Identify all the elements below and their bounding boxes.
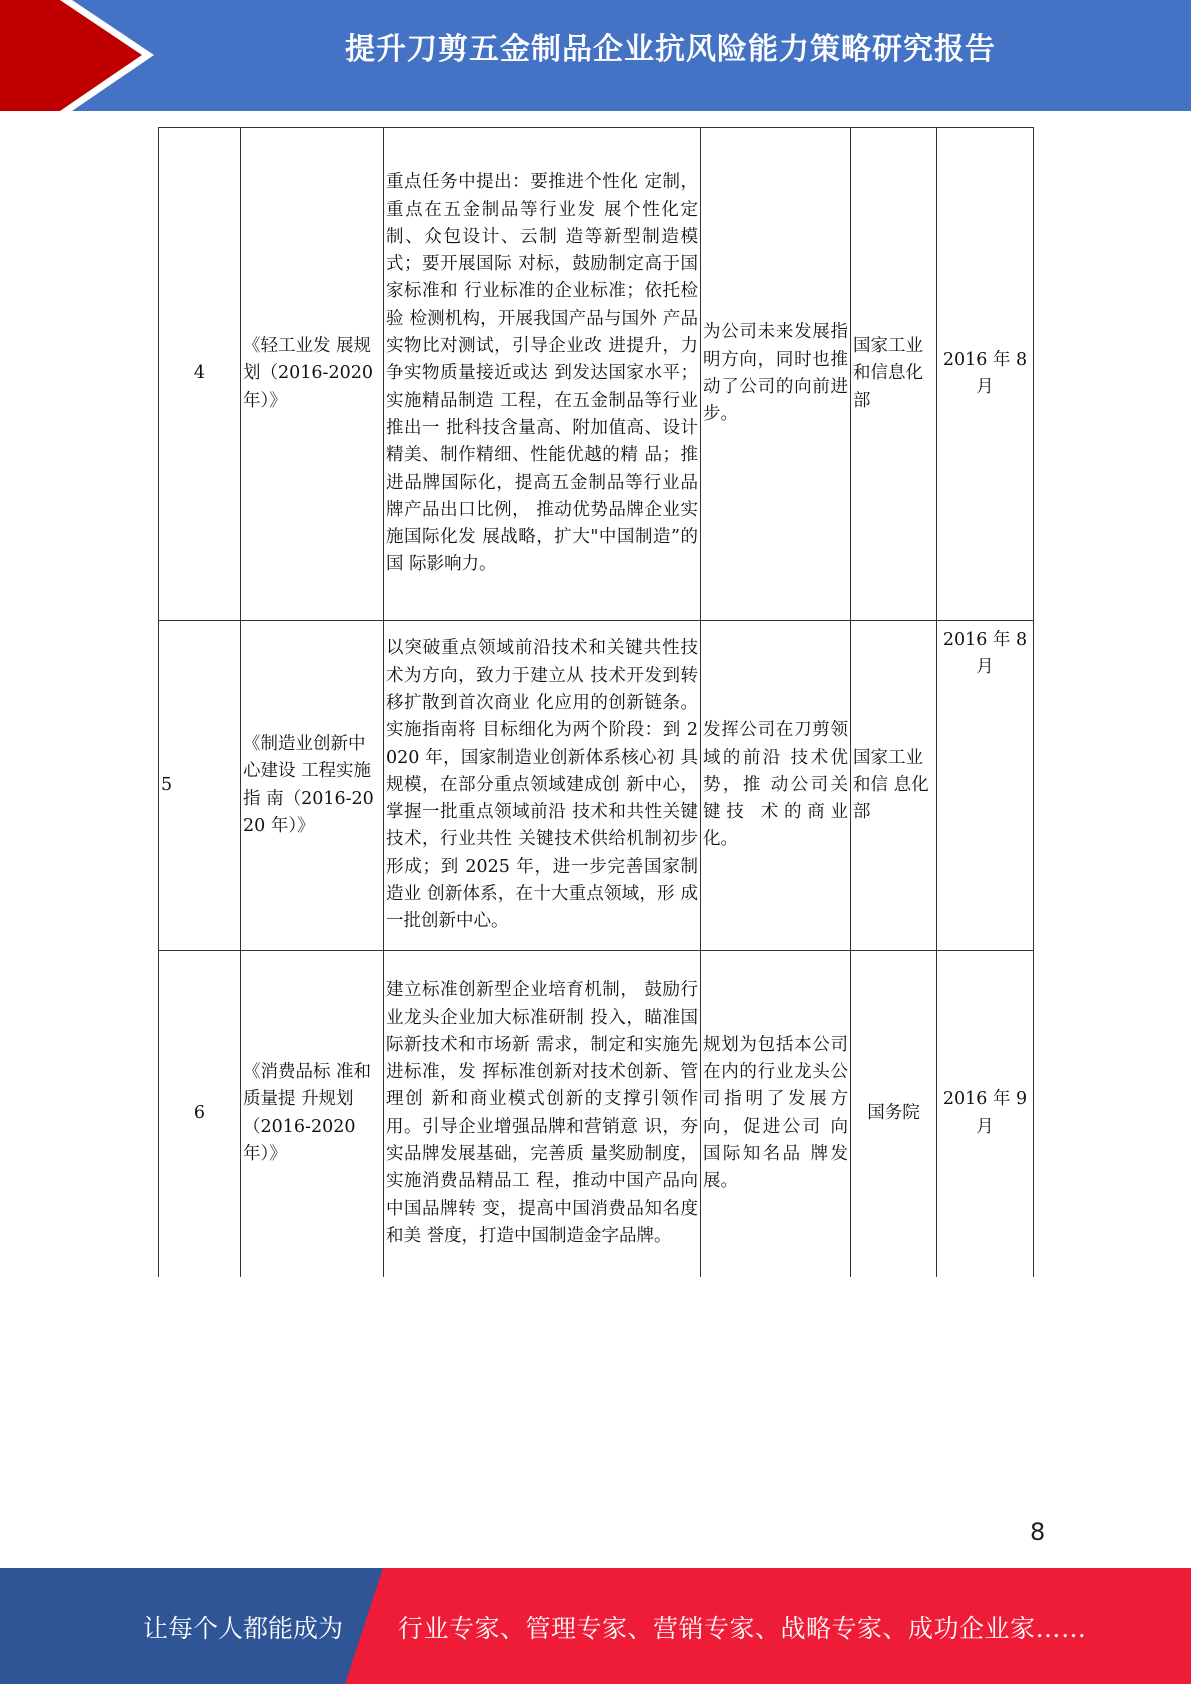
- policy-content: 重点任务中提出：要推进个性化 定制，重点在五金制品等行业发 展个性化定制、众包设计、云制 造等新型制造模式；要开展国际 对标，鼓励制定高于国家标准和 行业标准的企业标准；依托检验 检测机构，开展我国产品与国外 产品实物比对测试，引导企业改 进提升，力争实物质量接近或达 到发达国家水平；实施精品制造 工程，在五金制品等行业推出一 批科技含量高、附加值高、设计 精美、制作精细、性能优越的精 品；推进品牌国际化，提高五金制品等行业品牌产品出口比例， 推动优势品牌企业实施国际化发 展战略，扩大"中国制造”的国 际影响力。: [384, 128, 701, 621]
- row-number: 5: [159, 621, 241, 951]
- page-number: 8: [1030, 1518, 1046, 1546]
- report-title: 提升刀剪五金制品企业抗风险能力策略研究报告: [345, 32, 996, 67]
- issue-date: 2016 年 9月: [937, 951, 1034, 1277]
- row-number: 4: [159, 128, 241, 621]
- issuing-department: 国家工业和信息化部: [851, 128, 937, 621]
- policy-content: 建立标准创新型企业培育机制， 鼓励行业龙头企业加大标准研制 投入，瞄准国际新技术和市场新 需求，制定和实施先进标准，发 挥标准创新对技术创新、管理创 新和商业模式创新的支撑引领作 用。引导企业增强品牌和营销意 识，夯实品牌发展基础，完善质 量奖励制度，实施消费品精品工 程，推动中国产品向中国品牌转 变，提高中国消费品知名度和美 誉度，打造中国制造金字品牌。: [384, 951, 701, 1277]
- issue-date: 2016 年 8月: [937, 128, 1034, 621]
- table-row: [159, 951, 1034, 1277]
- page-footer: [0, 1568, 1191, 1684]
- footer-slogan-left: 让每个人都能成为: [143, 1614, 344, 1643]
- policy-table: [158, 127, 1034, 1277]
- policy-content: 以突破重点领域前沿技术和关键共性技术为方向，致力于建立从 技术开发到转移扩散到首次商业 化应用的创新链条。实施指南将 目标细化为两个阶段：到 2020 年，国家制造业创新体系核心初 具规模，在部分重点领域建成创 新中心，掌握一批重点领域前沿 技术和共性关键技术，行业共性 关键技术供给机制初步形成；到 2025 年，进一步完善国家制造业 创新体系，在十大重点领域，形 成一批创新中心。: [384, 621, 701, 951]
- issuing-department: 国务院: [851, 951, 937, 1277]
- issue-date: 2016 年 8 月: [937, 621, 1034, 951]
- policy-name: 《消费品标 准和质量提 升规划（2016-2020 年）》: [241, 951, 384, 1277]
- policy-name: 《制造业创新中心建设 工程实施指 南（2016-2020 年）》: [241, 621, 384, 951]
- table-row: [159, 621, 1034, 951]
- policy-impact: 为公司未来发展指明方向，同时也推动了公司的向前进步。: [701, 128, 851, 621]
- issuing-department: 国家工业和信 息化部: [851, 621, 937, 951]
- row-number: 6: [159, 951, 241, 1277]
- policy-name: 《轻工业发 展规划（2016-2020 年）》: [241, 128, 384, 621]
- footer-slogan-right: 行业专家、管理专家、营销专家、战略专家、成功企业家……: [398, 1614, 1087, 1643]
- table-row: [159, 128, 1034, 621]
- page-header: [0, 0, 1191, 111]
- policy-impact: 规划为包括本公司在内的行业龙头公司指明了发展方 向，促进公司 向国际知名品 牌发展。: [701, 951, 851, 1277]
- policy-impact: 发挥公司在刀剪领域的前沿 技术优势，推 动公司关键技 术的商业化。: [701, 621, 851, 951]
